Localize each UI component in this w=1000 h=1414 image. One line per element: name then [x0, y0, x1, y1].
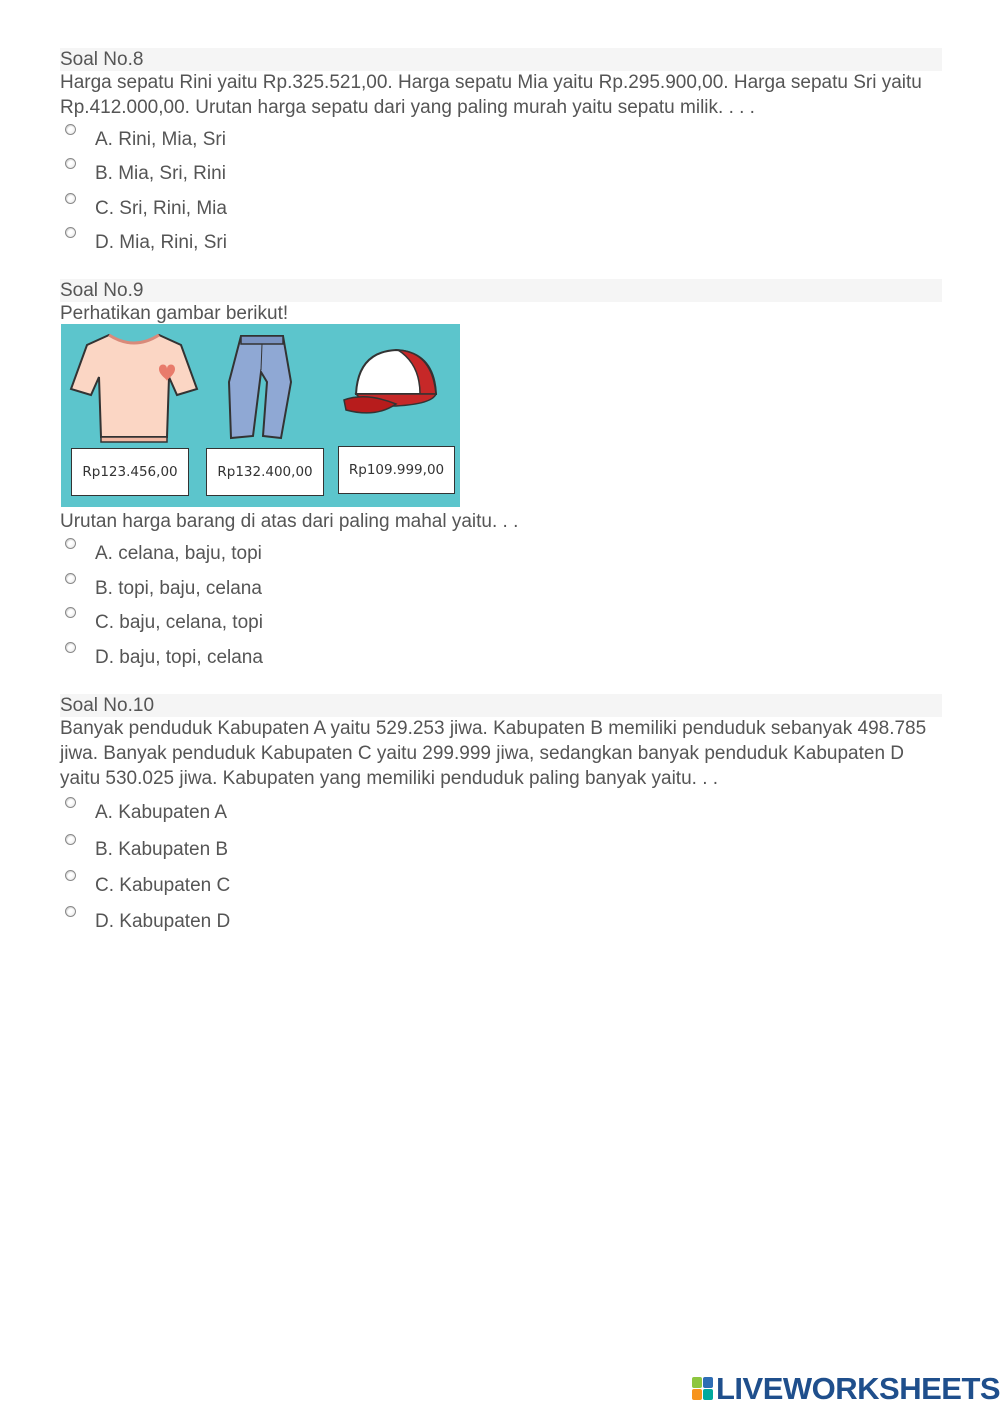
question-9-intro: Perhatikan gambar berikut!: [60, 303, 289, 324]
option-label: A. celana, baju, topi: [95, 543, 262, 564]
liveworksheets-logo-icon: [692, 1377, 714, 1401]
question-8-text: Harga sepatu Rini yaitu Rp.325.521,00. Harga sepatu Mia yaitu Rp.295.900,00. Harga sepatu Sri yaitu Rp.412.000,00. Urutan harga sepatu dari yang paling murah yaitu sepatu milik. . . .: [60, 72, 922, 118]
radio-button[interactable]: [65, 193, 76, 204]
question-8-title: Soal No.8: [60, 48, 942, 71]
question-9-text: Urutan harga barang di atas dari paling mahal yaitu. . .: [60, 511, 519, 532]
radio-button[interactable]: [65, 607, 76, 618]
radio-button[interactable]: [65, 834, 76, 845]
option-label: C. baju, celana, topi: [95, 612, 263, 633]
shirt-price-tag: Rp123.456,00: [71, 448, 189, 496]
pants-price-tag: Rp132.400,00: [206, 448, 324, 496]
cap-price-tag: Rp109.999,00: [338, 446, 455, 494]
option-label: A. Rini, Mia, Sri: [95, 129, 226, 150]
option-label: D. Kabupaten D: [95, 911, 231, 932]
question-9-title: Soal No.9: [60, 279, 942, 302]
radio-button[interactable]: [65, 870, 76, 881]
pants-illustration: [221, 332, 301, 444]
radio-button[interactable]: [65, 124, 76, 135]
radio-button[interactable]: [65, 158, 76, 169]
radio-button[interactable]: [65, 227, 76, 238]
liveworksheets-logo[interactable]: [692, 1373, 1000, 1405]
option-label: B. Mia, Sri, Rini: [95, 163, 226, 184]
radio-button[interactable]: [65, 906, 76, 917]
option-label: B. Kabupaten B: [95, 839, 229, 860]
option-label: C. Kabupaten C: [95, 875, 231, 896]
shirt-illustration: [69, 329, 199, 444]
option-label: A. Kabupaten A: [95, 802, 228, 823]
question-10-text: Banyak penduduk Kabupaten A yaitu 529.253 jiwa. Kabupaten B memiliki penduduk sebanyak 498.785 jiwa. Banyak penduduk Kabupaten C yaitu 299.999 jiwa, sedangkan banyak penduduk Kabupaten D yaitu 530.025 jiwa. Kabupaten yang memiliki penduduk paling banyak yaitu. . .: [60, 718, 927, 789]
radio-button[interactable]: [65, 642, 76, 653]
radio-button[interactable]: [65, 538, 76, 549]
clothing-prices-figure: [61, 324, 460, 507]
option-label: D. Mia, Rini, Sri: [95, 232, 227, 253]
option-label: B. topi, baju, celana: [95, 578, 262, 599]
logo-text: LIVEWORKSHEETS: [716, 1371, 1000, 1406]
radio-button[interactable]: [65, 797, 76, 808]
question-10-title: Soal No.10: [60, 694, 942, 717]
cap-illustration: [336, 344, 441, 424]
option-label: C. Sri, Rini, Mia: [95, 198, 227, 219]
option-label: D. baju, topi, celana: [95, 647, 263, 668]
radio-button[interactable]: [65, 573, 76, 584]
